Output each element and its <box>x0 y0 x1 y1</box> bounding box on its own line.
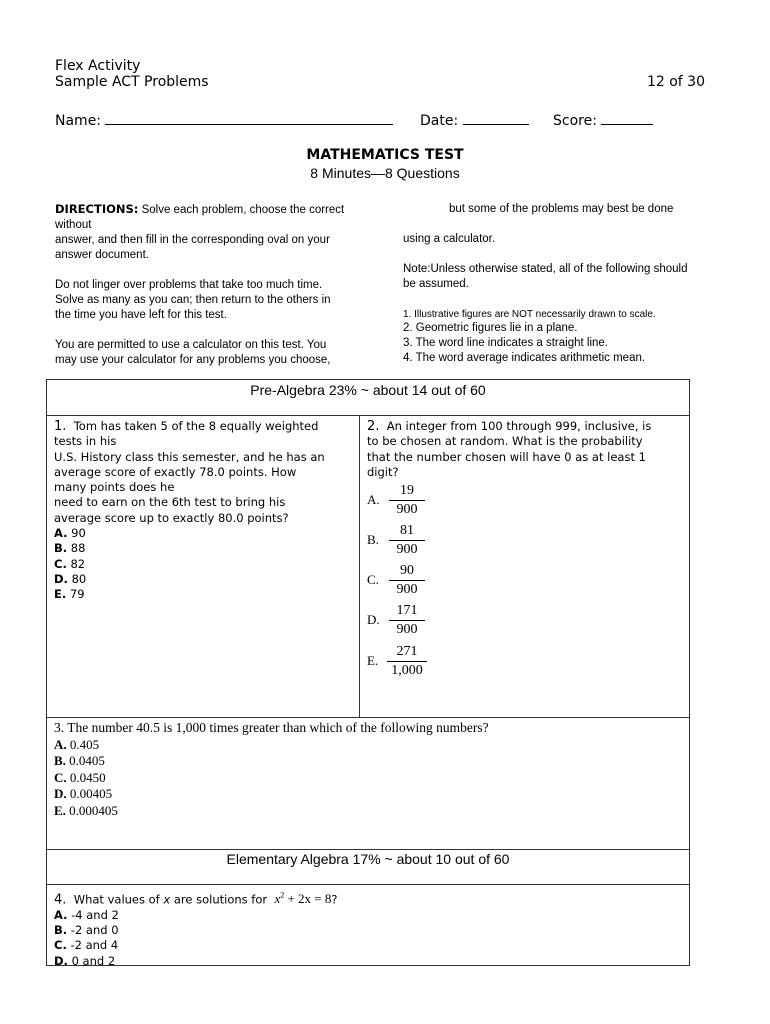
answer-option-d[interactable] <box>54 954 684 969</box>
directions-text: Solve as many as you can; then return to the others in <box>55 294 331 306</box>
question-number: 4. <box>54 892 67 908</box>
answer-option-c[interactable] <box>367 562 447 602</box>
section-header-elementary: Elementary Algebra 17% ~ about 10 out of 60 <box>226 851 510 867</box>
option-text: 88 <box>70 541 86 556</box>
page-number: 12 of 30 <box>646 74 705 90</box>
question-text: to be chosen at random. What is the probability <box>367 434 643 449</box>
fraction-denominator: 1,000 <box>391 663 423 678</box>
option-letter: A. <box>54 526 68 541</box>
directions-label: DIRECTIONS: <box>55 202 139 216</box>
option-letter: B. <box>54 922 68 937</box>
option-text: -2 and 4 <box>70 938 119 953</box>
score-label: Score: <box>553 113 597 129</box>
directions-note: be assumed. <box>403 278 469 290</box>
equation <box>274 891 331 906</box>
option-text: 79 <box>69 587 85 602</box>
answer-option-e[interactable] <box>54 587 354 602</box>
question-text: that the number chosen will have 0 as at least 1 <box>367 449 646 464</box>
question-3 <box>54 720 684 819</box>
option-text: 0.0450 <box>69 769 106 785</box>
option-letter: D. <box>54 571 68 586</box>
answer-option-b[interactable] <box>54 923 684 938</box>
assumption-2: 2. Geometric figures lie in a plane. <box>403 322 578 334</box>
question-mark: ? <box>331 892 338 907</box>
option-letter: B. <box>367 532 379 547</box>
option-letter: D. <box>54 786 67 801</box>
fraction-numerator: 171 <box>389 602 425 621</box>
assumption-3: 3. The word line indicates a straight line. <box>403 337 608 349</box>
question-text: tests in his <box>54 434 117 449</box>
answer-option-d[interactable] <box>54 786 684 803</box>
option-text: 0 and 2 <box>71 953 116 968</box>
option-text: -4 and 2 <box>71 907 119 922</box>
directions-text: Do not linger over problems that take too much time. <box>55 279 323 291</box>
option-letter: D. <box>367 612 380 627</box>
answer-option-a[interactable] <box>54 908 684 923</box>
answer-option-c[interactable] <box>54 557 354 572</box>
assumption-4: 4. The word average indicates arithmetic mean. <box>403 352 646 364</box>
answer-option-c[interactable] <box>54 770 684 787</box>
option-text: 80 <box>71 571 87 586</box>
option-text: 90 <box>71 526 86 541</box>
date-blank <box>463 111 529 125</box>
option-letter: E. <box>54 587 67 602</box>
table-divider <box>359 415 360 717</box>
option-text: -2 and 0 <box>70 922 119 937</box>
answer-option-c[interactable] <box>54 938 684 953</box>
directions-text: Solve each problem, choose the correct <box>141 204 345 216</box>
directions-left <box>55 202 385 368</box>
directions-text: may use your calculator for any problems you choose, <box>55 354 331 366</box>
test-title: MATHEMATICS TEST <box>306 147 464 163</box>
score-blank <box>601 111 653 125</box>
name-field <box>55 111 393 130</box>
option-text: 0.0405 <box>69 753 105 768</box>
option-text: 82 <box>70 556 86 571</box>
equation-exponent: 2 <box>280 891 285 900</box>
name-label: Name: <box>55 113 102 129</box>
question-2 <box>367 419 685 480</box>
option-letter: A. <box>54 736 67 752</box>
activity-subtitle: Sample ACT Problems <box>55 74 209 90</box>
answer-option-b[interactable] <box>367 522 447 562</box>
question-text: average score up to exactly 80.0 points? <box>54 510 289 525</box>
score-field <box>553 111 653 130</box>
section-header-prealgebra: Pre-Algebra 23% ~ about 14 out of 60 <box>250 382 486 398</box>
directions-text: You are permitted to use a calculator on this test. You <box>55 339 327 351</box>
fraction-denominator: 900 <box>396 622 418 637</box>
answer-option-a[interactable] <box>54 526 354 541</box>
answer-option-e[interactable] <box>54 803 684 820</box>
directions-text: answer document. <box>55 249 149 261</box>
question-text: 3. The number 40.5 is 1,000 times greater than which of the following numbers? <box>54 720 489 735</box>
question-text: Tom has taken 5 of the 8 equally weighted <box>73 419 319 433</box>
option-letter: D. <box>54 953 68 968</box>
question-1 <box>54 419 354 603</box>
fraction-numerator: 81 <box>389 522 425 541</box>
question-text: average score of exactly 78.0 points. How <box>54 464 297 479</box>
question-text: U.S. History class this semester, and he has an <box>54 449 325 464</box>
assumption-1: 1. Illustrative figures are NOT necessarily drawn to scale. <box>403 309 656 320</box>
question-4 <box>54 888 684 969</box>
fraction-denominator: 900 <box>396 582 418 597</box>
directions-text: without <box>55 219 92 231</box>
answer-option-a[interactable] <box>54 737 684 754</box>
date-field <box>420 111 529 130</box>
answer-option-e[interactable] <box>367 643 447 683</box>
question-text: digit? <box>367 464 399 479</box>
directions-note: Note:Unless otherwise stated, all of the following should <box>403 263 688 275</box>
question-text: are solutions for <box>173 892 268 907</box>
question-text: many points does he <box>54 480 175 495</box>
option-text: 0.00405 <box>69 786 113 801</box>
option-letter: C. <box>54 769 67 785</box>
answer-option-b[interactable] <box>54 753 684 770</box>
answer-option-b[interactable] <box>54 541 354 556</box>
question-text: need to earn on the 6th test to bring his <box>54 495 286 510</box>
directions-text: answer, and then fill in the corresponding oval on your <box>55 234 330 246</box>
answer-option-d[interactable] <box>367 602 447 642</box>
option-text: 0.405 <box>69 736 100 752</box>
variable: x <box>163 892 171 907</box>
fraction-denominator: 900 <box>396 502 418 517</box>
question-number: 1. <box>54 419 67 434</box>
question-text: What values of <box>73 892 160 907</box>
option-letter: C. <box>367 572 379 587</box>
question-number: 2. <box>367 419 380 434</box>
directions-text: using a calculator. <box>403 233 496 245</box>
equation-variable: x <box>274 891 281 907</box>
table-divider <box>46 415 690 416</box>
fraction-numerator: 19 <box>389 482 425 501</box>
directions-text: the time you have left for this test. <box>55 309 227 321</box>
table-divider <box>46 849 690 850</box>
fraction-numerator: 90 <box>389 562 425 581</box>
answer-option-a[interactable] <box>367 482 447 522</box>
option-letter: A. <box>367 492 380 507</box>
option-letter: C. <box>54 556 67 571</box>
equation-rest: + 2x = 8 <box>287 891 332 907</box>
option-letter: A. <box>54 907 68 922</box>
option-letter: B. <box>54 541 68 556</box>
option-letter: E. <box>54 802 66 818</box>
fraction-numerator: 271 <box>387 643 427 662</box>
fraction-denominator: 900 <box>396 542 418 557</box>
date-label: Date: <box>420 113 459 129</box>
option-letter: C. <box>54 938 67 953</box>
option-letter: E. <box>367 653 379 668</box>
option-text: 0.000405 <box>69 802 118 818</box>
table-divider <box>46 884 690 885</box>
option-letter: B. <box>54 753 66 768</box>
question-text: An integer from 100 through 999, inclusive, is <box>386 419 652 433</box>
table-divider <box>46 717 690 718</box>
activity-title: Flex Activity <box>55 58 141 74</box>
name-blank <box>105 111 393 125</box>
test-subtitle: 8 Minutes—8 Questions <box>310 165 460 181</box>
answer-option-d[interactable] <box>54 572 354 587</box>
directions-text: but some of the problems may best be done <box>449 203 674 215</box>
